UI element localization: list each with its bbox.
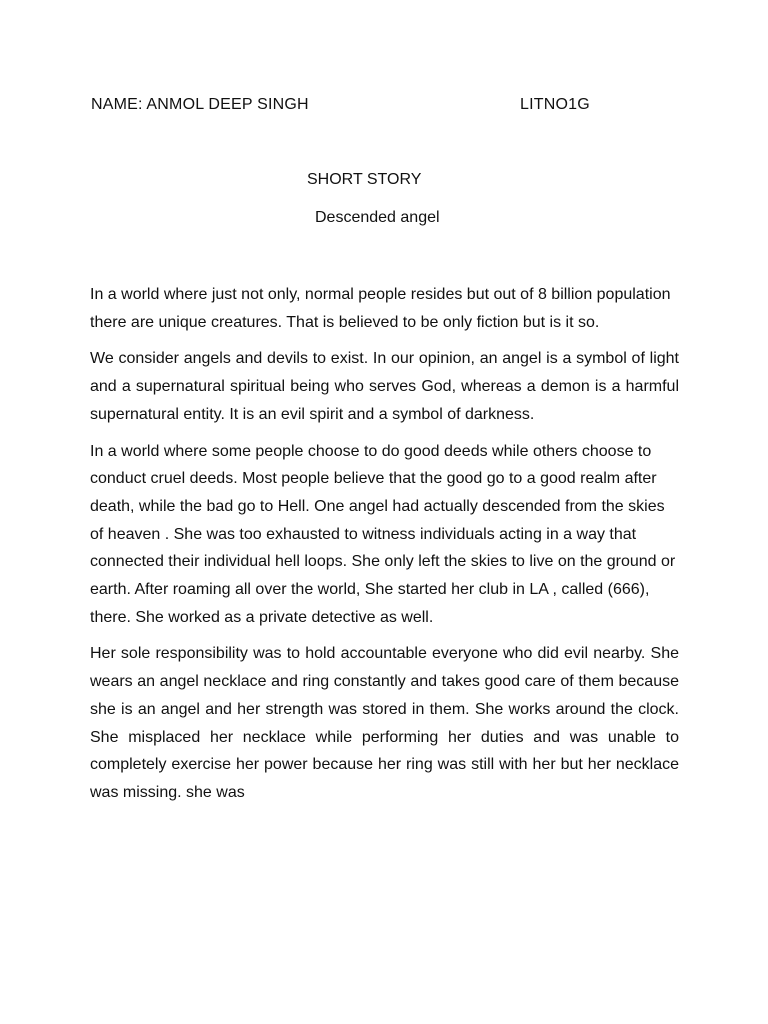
paragraph-4: Her sole responsibility was to hold accountable everyone who did evil nearby. She wears an angel necklace and ring constantly and takes good care of them because she is an angel and her strength was stored in them. She works around the clock. She misplaced her necklace while performing her duties and was unable to completely exercise her power because her ring was still with her but her necklace was missing. she was [90,645,679,801]
paragraph-3: In a world where some people choose to do good deeds while others choose to conduct cruel deeds. Most people believe that the good go to a good realm after death, while the bad go to Hell. One angel had actually descended from the skies of heaven . She was too exhausted to witness individuals acting in a way that connected their individual hell loops. She only left the skies to live on the ground or earth. After roaming all over the world, She started her club in LA , called (666), there. She worked as a private detective as well. [90,442,676,626]
document-type: SHORT STORY [307,171,422,188]
story-title: Descended angel [315,209,440,226]
paragraph-1: In a world where just not only, normal people resides but out of 8 billion population there are unique creatures. That is believed to be only fiction but is it so. [90,286,671,331]
story-body [90,281,679,816]
student-name: NAME: ANMOL DEEP SINGH [91,96,309,113]
paragraph-2: We consider angels and devils to exist. In our opinion, an angel is a symbol of light and a supernatural spiritual being who serves God, whereas a demon is a harmful supernatural entity. It is an evil spirit and a symbol of darkness. [90,350,679,423]
course-code: LITNO1G [520,96,590,113]
